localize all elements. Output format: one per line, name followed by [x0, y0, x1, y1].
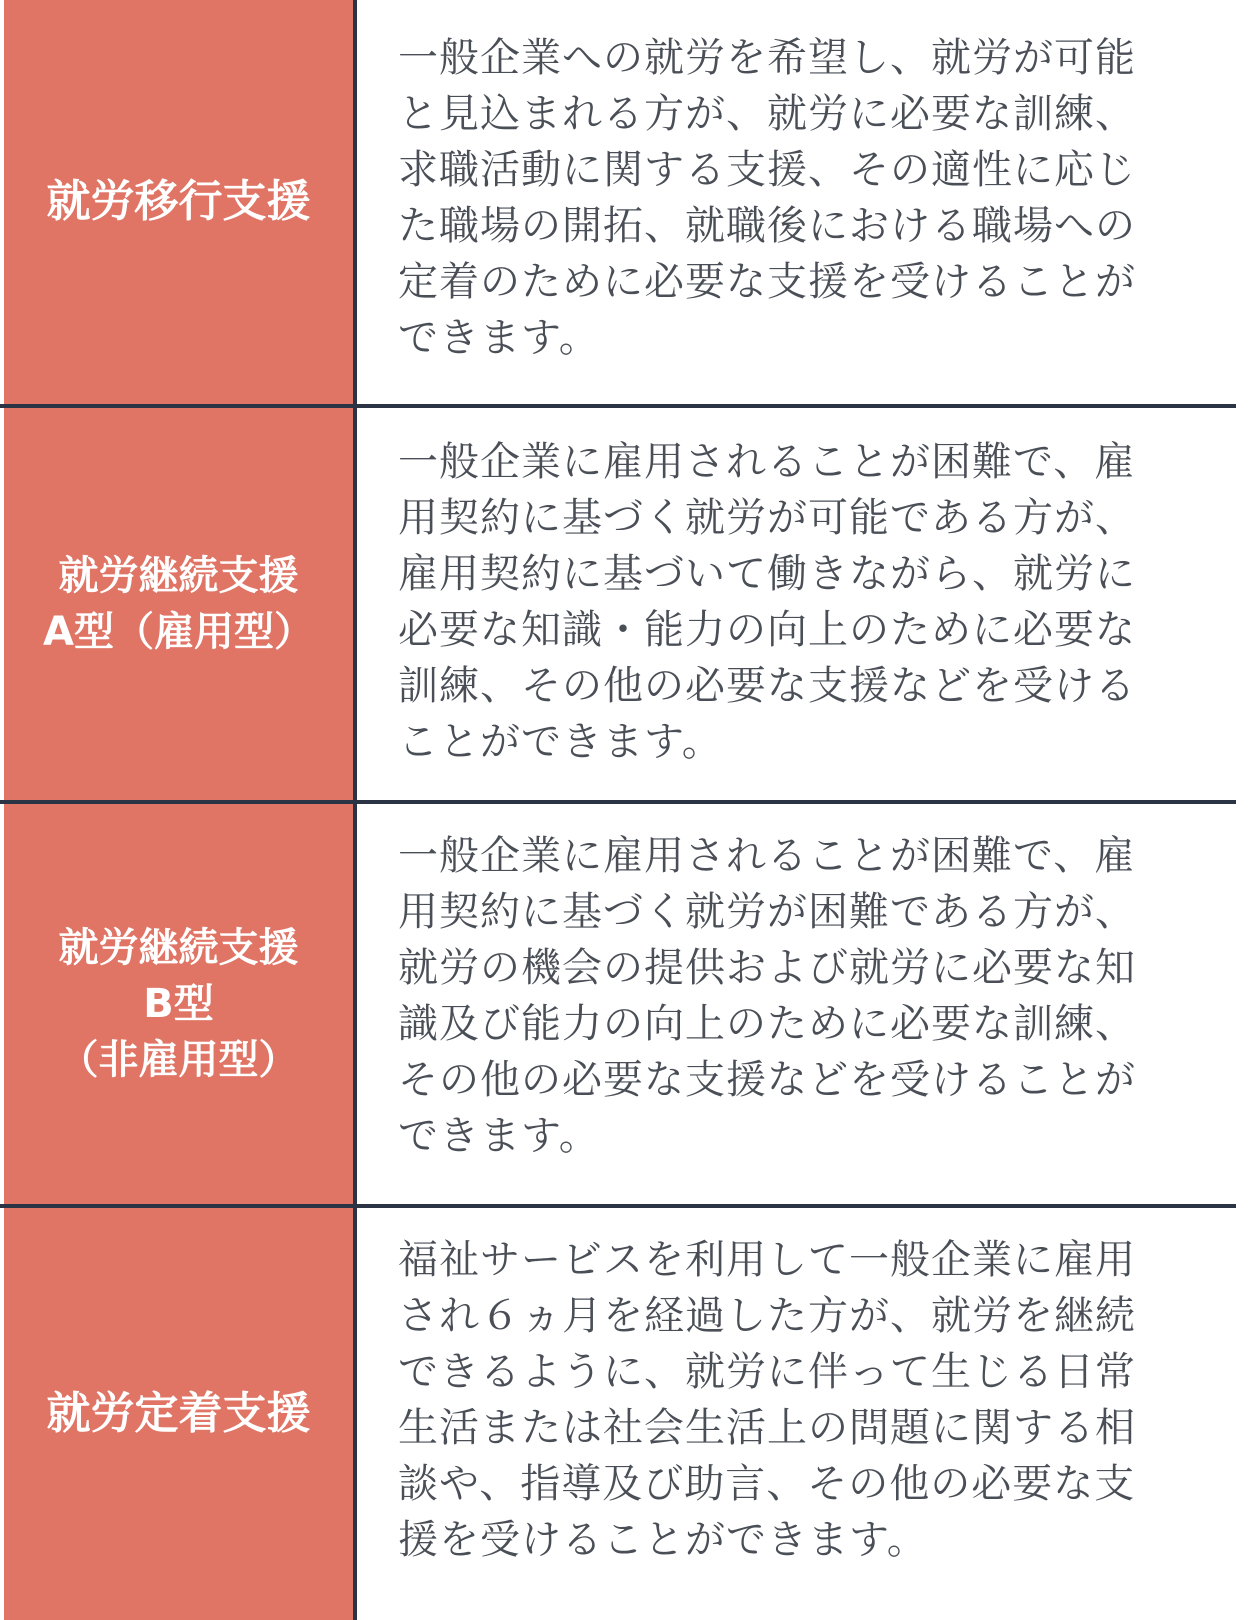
service-name-cell: 就労継続支援 B型 （非雇用型） [4, 804, 353, 1204]
service-description-cell: 一般企業に雇用されることが困難で、雇 用契約に基づく就労が困難である方が、 就労の機会の提供および就労に必要な知 識及び能力の向上のために必要な訓練、 その他の必要な支援などを受けることが できます。 [398, 833, 1136, 1159]
table-row [0, 0, 1256, 404]
service-description-cell: 一般企業に雇用されることが困難で、雇 用契約に基づく就労が可能である方が、 雇用契約に基づいて働きながら、就労に 必要な知識・能力の向上のために必要な 訓練、その他の必要な支援などを受ける ことができます。 [398, 439, 1136, 765]
table-row [0, 1208, 1256, 1620]
service-name-cell: 就労継続支援 A型（雇用型） [4, 408, 353, 800]
service-description-cell: 一般企業への就労を希望し、就労が可能 と見込まれる方が、就労に必要な訓練、 求職活動に関する支援、その適性に応じ た職場の開拓、就職後における職場への 定着のために必要な支援を受けることが できます。 [398, 35, 1136, 361]
row-divider [0, 404, 1236, 408]
service-name-cell: 就労定着支援 [4, 1208, 353, 1620]
service-description-cell: 福祉サービスを利用して一般企業に雇用 され６ヵ月を経過した方が、就労を継続 できるように、就労に伴って生じる日常 生活または社会生活上の問題に関する相 談や、指導及び助言、その他の必要な支 援を受けることができます。 [398, 1237, 1136, 1563]
service-name-cell: 就労移行支援 [4, 0, 353, 404]
column-divider [353, 0, 357, 1620]
table-row [0, 804, 1256, 1204]
table-row [0, 408, 1256, 800]
row-divider [0, 1204, 1236, 1208]
row-divider [0, 800, 1236, 804]
